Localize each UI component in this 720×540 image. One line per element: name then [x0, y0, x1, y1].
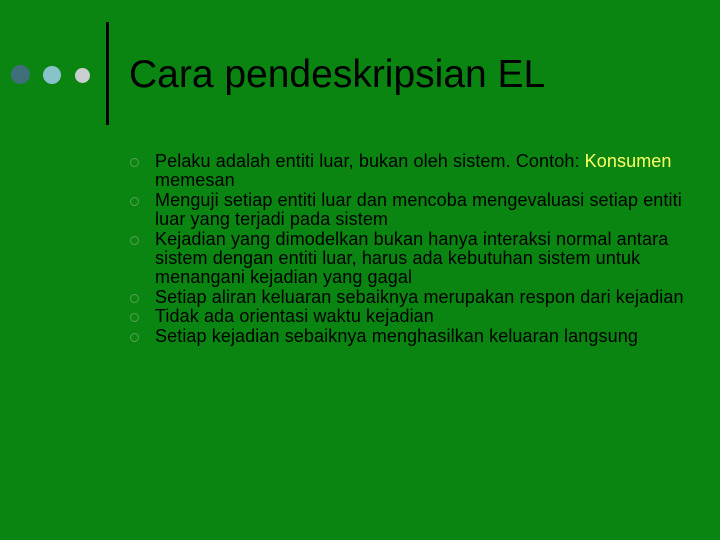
bullet-circle-icon — [130, 294, 139, 303]
bullet-text: Menguji setiap entiti luar dan mencoba mengevaluasi setiap entiti luar yang terjadi pada sistem — [155, 189, 682, 230]
bullet-item — [130, 191, 690, 230]
bullet-text: Tidak ada orientasi waktu kejadian — [155, 306, 434, 327]
bullet-circle-icon — [130, 197, 139, 206]
decorative-dot-dark — [11, 65, 30, 84]
slide-title: Cara pendeskripsian EL — [129, 53, 546, 96]
bullet-circle-icon — [130, 333, 139, 342]
bullet-text: Setiap kejadian sebaiknya menghasilkan keluaran langsung — [155, 325, 638, 346]
decorative-dot-light-blue — [43, 66, 61, 84]
decorative-dot-grey — [75, 68, 90, 83]
bullet-circle-icon — [130, 158, 139, 167]
bullet-item — [130, 288, 690, 307]
highlighted-term: Konsumen — [584, 151, 672, 171]
bullet-item — [130, 230, 690, 288]
bullet-text: Kejadian yang dimodelkan bukan hanya interaksi normal antara sistem dengan entiti luar, harus ada kebutuhan sistem untuk menangani kejadian yang gagal — [155, 228, 669, 288]
bullet-item — [130, 152, 690, 191]
bullet-circle-icon — [130, 236, 139, 245]
bullet-text: memesan — [155, 170, 235, 191]
bullet-list — [130, 152, 690, 346]
bullet-text: Setiap aliran keluaran sebaiknya merupakan respon dari kejadian — [155, 286, 684, 307]
bullet-text: Pelaku adalah entiti luar, bukan oleh sistem. Contoh: — [155, 151, 585, 171]
bullet-circle-icon — [130, 313, 139, 322]
title-divider-line — [106, 22, 109, 125]
bullet-item — [130, 307, 690, 326]
bullet-item — [130, 327, 690, 346]
